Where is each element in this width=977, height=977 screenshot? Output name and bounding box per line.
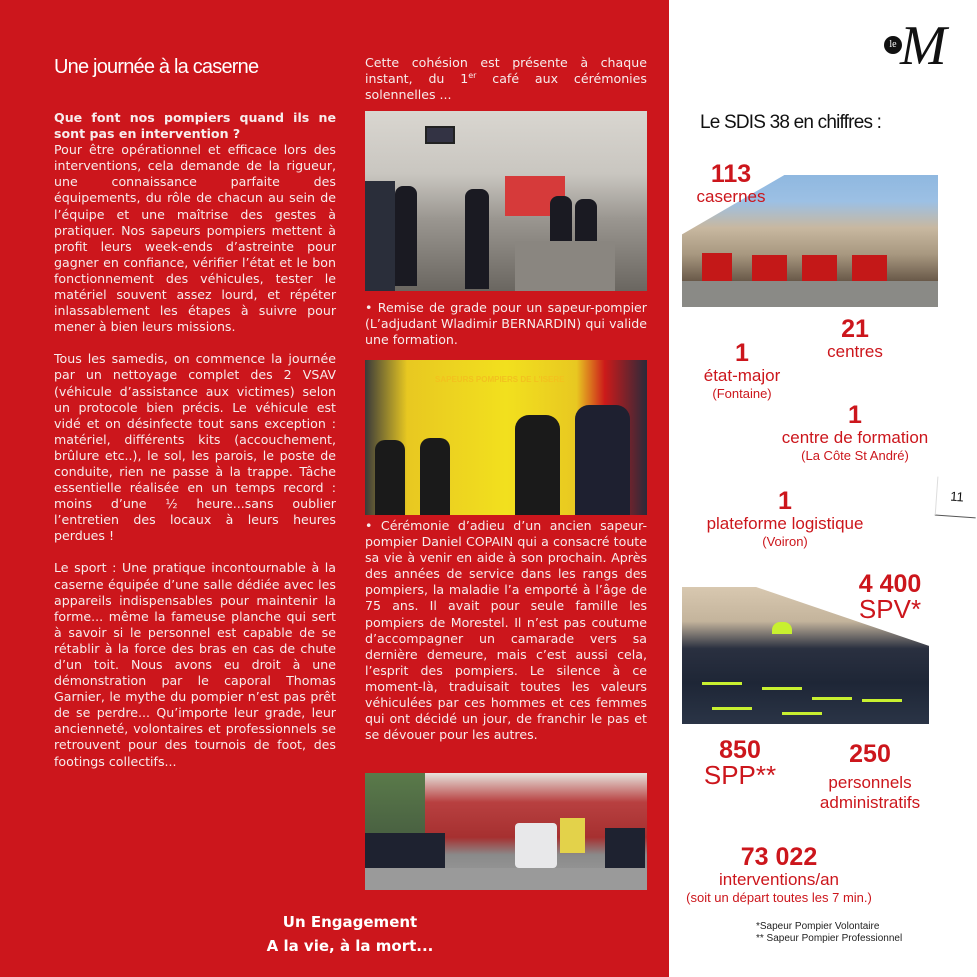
stat-admin-label-1: personnels: [828, 773, 912, 792]
stat-formation: [760, 402, 950, 464]
article-intro: [365, 55, 647, 103]
stat-centres-label: centres: [827, 342, 883, 361]
article-question: Que font nos pompiers quand ils ne sont pas en intervention ?: [54, 110, 336, 142]
stat-spp: [700, 736, 780, 790]
stat-interventions: [674, 844, 884, 906]
article-column-1: [54, 110, 336, 786]
article-title: Une journée à la caserne: [54, 56, 259, 78]
stat-casernes-label: casernes: [696, 187, 766, 206]
stat-spv-number: 4 400: [858, 570, 922, 598]
intro-text-a: Cette cohésion est présente à chaque instant, du 1: [365, 55, 647, 87]
stat-etat-major: [682, 340, 802, 402]
article-paragraph-3: Le sport : Une pratique incontournable à la caserne équipée d’une salle dédiée avec les appareils indispensables pour maintenir la forme... même la fameuse planche qui sert à savoir si le personnel est capable de se rétablir à la force des bras en cas de chute d’un toit. Nous avons eu droit à une démonstration par le caporal Thomas Garnier, le mythe du pompier n’est pas prêt de se perdre... Qu’importe leur grade, leur ancienneté, volontaires et professionnels se retrouvent pour des tournois de foot, des footings collectifs...: [54, 560, 336, 769]
stat-etat-major-location: (Fontaine): [712, 386, 772, 401]
photo-cafe-meeting: [365, 111, 647, 291]
stat-centres-number: 21: [841, 315, 869, 343]
intro-text-b: café aux cérémonies solennelles ...: [365, 71, 647, 103]
stat-plateforme-number: 1: [778, 487, 792, 515]
photo-farewell-ceremony: [365, 773, 647, 890]
stat-formation-label: centre de formation: [781, 428, 929, 447]
stat-interventions-note: (soit un départ toutes les 7 min.): [686, 890, 872, 905]
stat-centres: [800, 316, 910, 362]
stat-admin-label-2: administratifs: [819, 793, 921, 812]
photo-grade-ceremony: [365, 360, 647, 515]
slogan-line-2: A la vie, à la mort...: [266, 937, 434, 955]
stat-admin: [800, 741, 940, 813]
logo-le-badge: le: [884, 36, 902, 54]
slogan-line-1: Un Engagement: [282, 913, 418, 931]
stat-casernes-number: 113: [710, 160, 752, 188]
stat-spp-number: 850: [719, 736, 761, 764]
stat-spv: [840, 570, 940, 624]
footnote-spp: ** Sapeur Pompier Professionnel: [756, 933, 903, 944]
article-paragraph-2: Tous les samedis, on commence la journée par un nettoyage complet des 2 VSAV (véhicule d’assistance aux victimes) selon un protocole bien précis. Le véhicule est vidé et on désinfecte tout sans exception : matériel, différents kits (accouchement, brûlure etc..), le sol, les parois, le poste de conduite, rien ne passe à la trappe. Tâche essentielle réalisée en un temps record : moins d’une ½ heure...sans oublier l’entretien des locaux à leurs heures perdues !: [54, 351, 336, 544]
stat-formation-location: (La Côte St André): [801, 448, 909, 463]
logo-m-letter: M: [900, 15, 947, 77]
stat-admin-number: 250: [849, 740, 891, 768]
stat-casernes: [676, 161, 786, 207]
stats-title: Le SDIS 38 en chiffres :: [700, 112, 882, 133]
stat-etat-major-label: état-major: [703, 366, 781, 385]
page-number: 11: [935, 477, 977, 519]
slogan: [200, 910, 500, 958]
stat-etat-major-number: 1: [735, 339, 749, 367]
caption-2: • Cérémonie d’adieu d’un ancien sapeur-pompier Daniel COPAIN qui a consacré toute sa vie à venir en aide à son prochain. Après des années de service dans les rangs des pompiers, la maladie l’a emporté à l’âge de 75 ans. Il avait pour seule famille les pompiers de Morestel. Il n’est pas coutume d’accompagner un camarade vers sa dernière demeure, mais c’est aussi cela, l’esprit des pompiers. Le silence à ce moment-là, traduisait toutes les valeurs véhiculées par ces hommes et ces femmes qui ont décidé un jour, de franchir le pas et se dévouer pour les autres.: [365, 518, 647, 743]
footnotes: [756, 921, 902, 945]
stat-spv-label: SPV*: [858, 594, 922, 624]
stat-plateforme-location: (Voiron): [762, 534, 808, 549]
article-paragraph-1: Pour être opérationnel et efficace lors des interventions, cela demande de la rigueur, une connaissance parfaite des équipements, du rôle de chacun au sein de l’équipe et une maîtrise des gestes à pratiquer. Nos sapeurs pompiers mettent à profit leurs week-ends d’astreinte pour gagner en confiance, vérifier l’état et le bon fonctionnement des véhicules, tester le matériel souvent assez lourd, et répéter inlassablement les étapes à suivre pour mener à bien leurs missions.: [54, 142, 336, 335]
footnote-spv: *Sapeur Pompier Volontaire: [756, 921, 880, 932]
stat-interventions-label: interventions/an: [718, 870, 840, 889]
stat-plateforme-label: plateforme logistique: [706, 514, 864, 533]
stat-spp-label: SPP**: [703, 760, 777, 790]
truck-sign: SAPEURS POMPIERS DE L'ISERE: [435, 375, 565, 384]
intro-superscript: er: [468, 70, 477, 80]
stat-formation-number: 1: [848, 401, 862, 429]
caption-1: • Remise de grade pour un sapeur-pompier (L’adjudant Wladimir BERNARDIN) qui valide une formation.: [365, 300, 647, 348]
le-m-logo: [884, 15, 964, 82]
stat-interventions-number: 73 022: [740, 843, 818, 871]
stat-plateforme: [680, 488, 890, 550]
